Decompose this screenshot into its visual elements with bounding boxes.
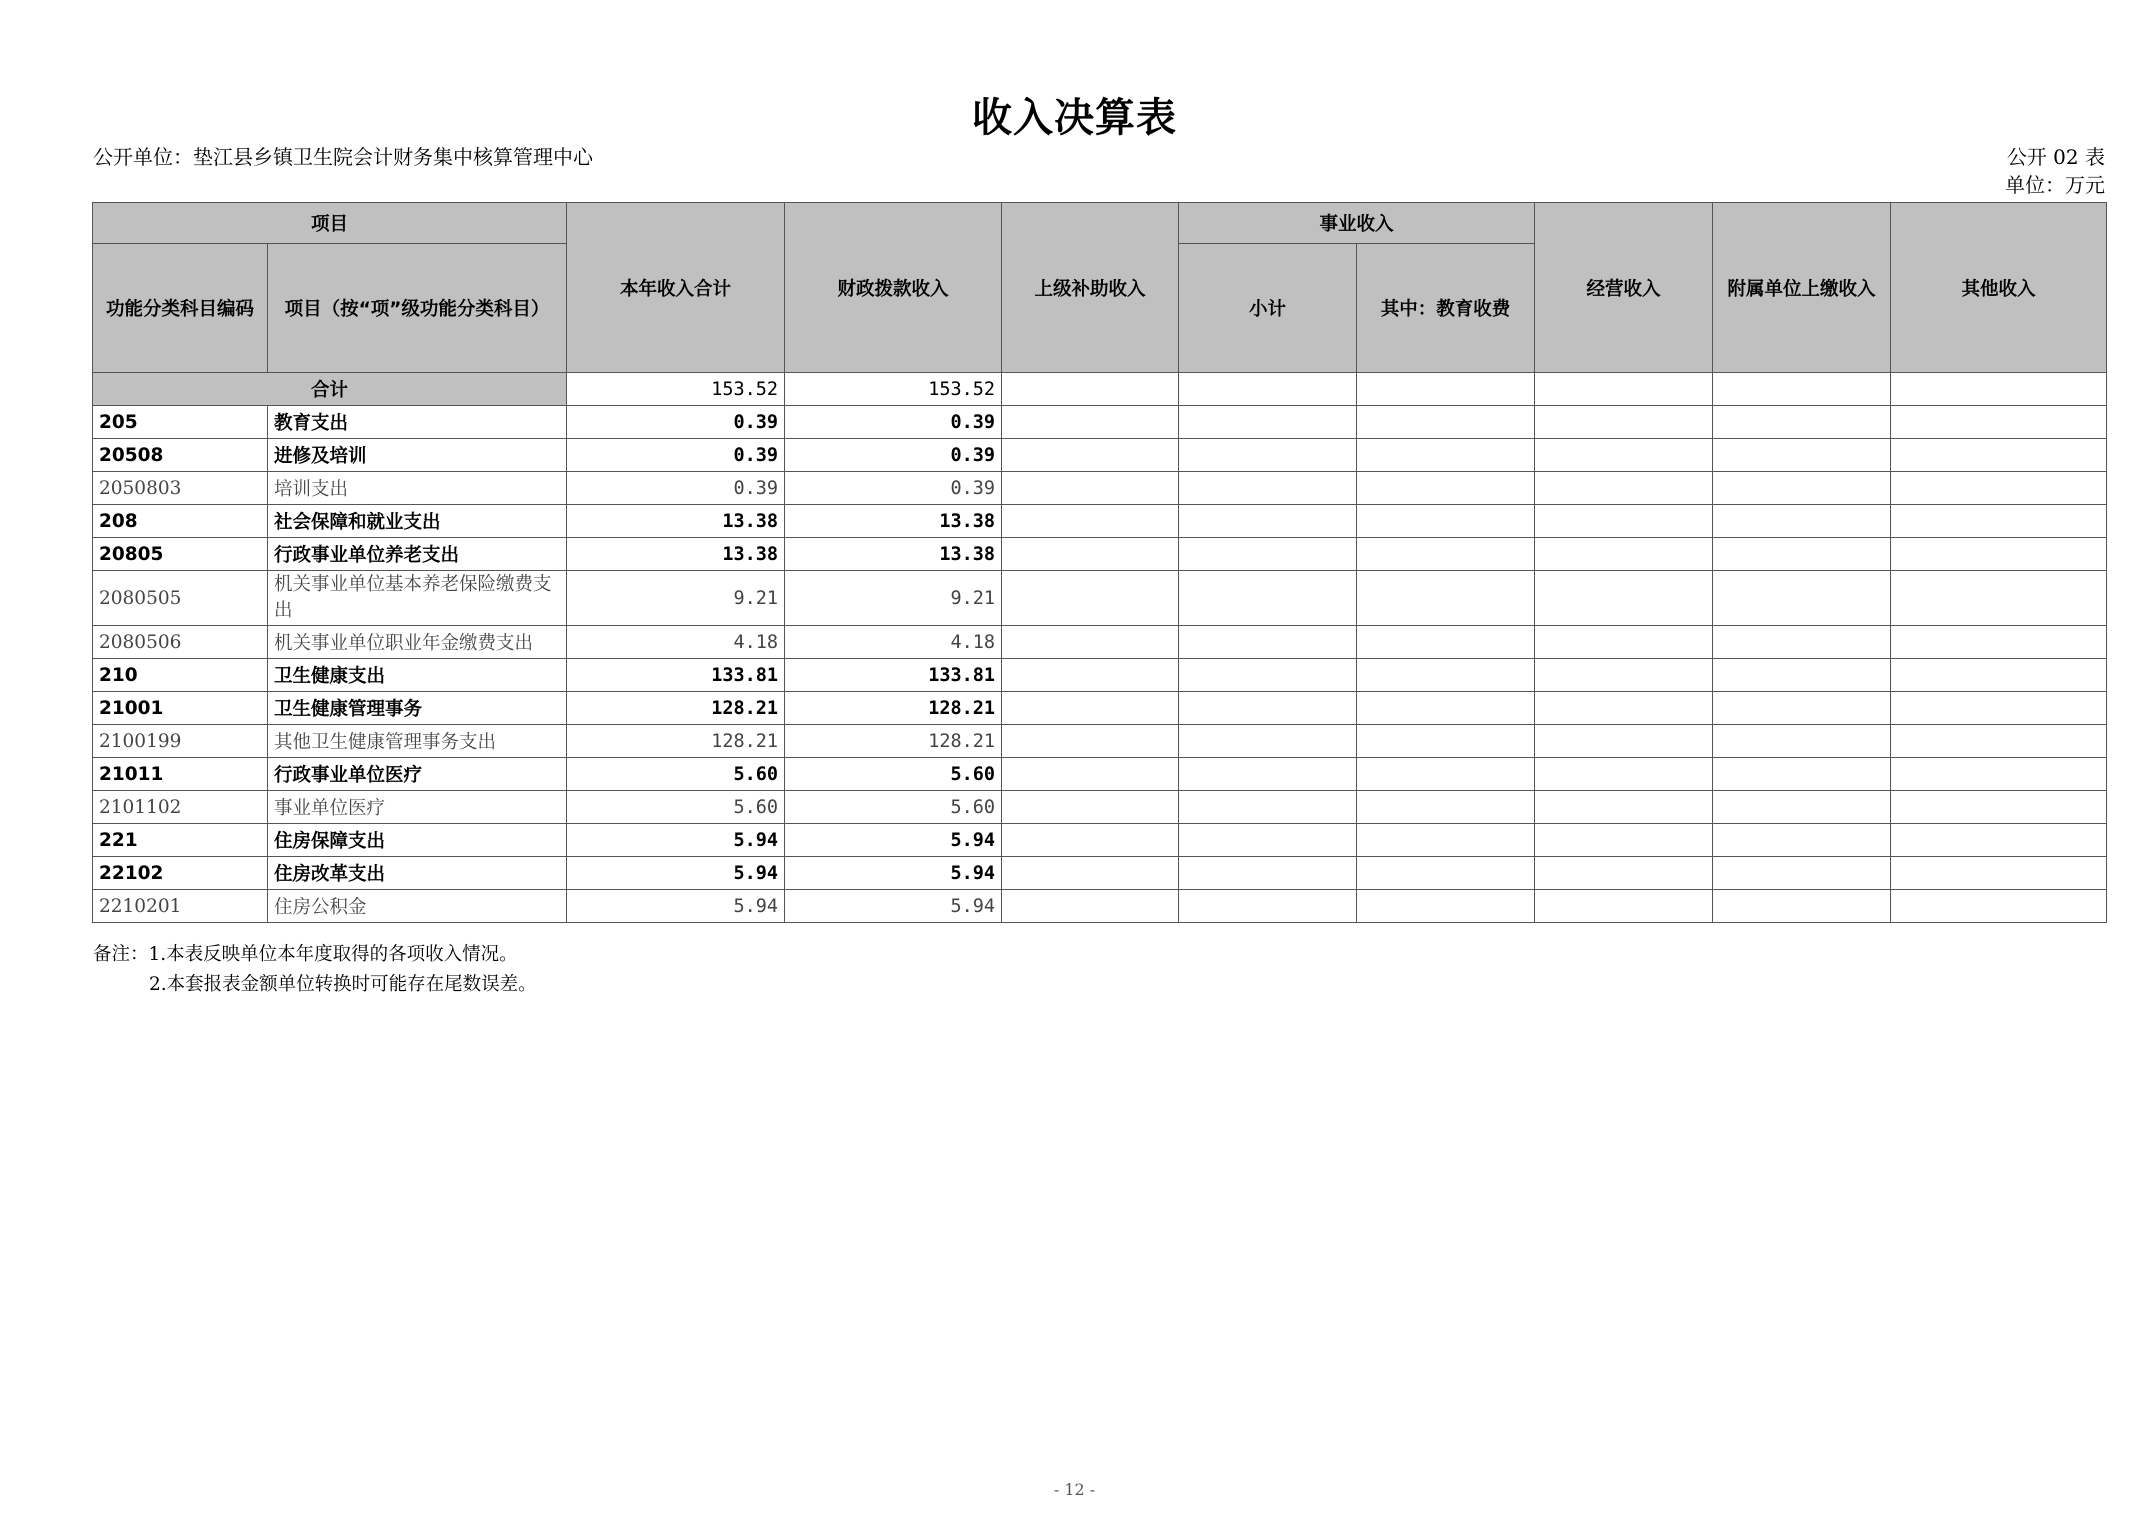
total-amount: 153.52 [567, 373, 785, 406]
row-fiscal: 5.94 [785, 857, 1002, 890]
table-row [93, 406, 2107, 439]
total-fiscal: 153.52 [785, 373, 1002, 406]
row-name: 事业单位医疗 [268, 791, 567, 824]
header-subtotal: 小计 [1179, 244, 1357, 373]
header-other: 其他收入 [1891, 203, 2107, 373]
row-name: 卫生健康支出 [268, 659, 567, 692]
money-unit: 单位：万元 [2005, 173, 2105, 197]
table-row [93, 538, 2107, 571]
row-total: 0.39 [567, 472, 785, 505]
row-code: 221 [93, 824, 268, 857]
table-row [93, 725, 2107, 758]
note-2: 2.本套报表金额单位转换时可能存在尾数误差。 [149, 974, 537, 995]
row-code: 2210201 [93, 890, 268, 923]
row-code: 208 [93, 505, 268, 538]
row-fiscal: 13.38 [785, 505, 1002, 538]
row-code: 21011 [93, 758, 268, 791]
table-row [93, 439, 2107, 472]
header-item: 项目 [93, 203, 567, 244]
table-row [93, 505, 2107, 538]
row-name: 住房公积金 [268, 890, 567, 923]
header-affiliated: 附属单位上缴收入 [1713, 203, 1891, 373]
row-code: 20508 [93, 439, 268, 472]
table-row [93, 791, 2107, 824]
row-total: 5.94 [567, 857, 785, 890]
reporting-unit: 公开单位：垫江县乡镇卫生院会计财务集中核算管理中心 [93, 145, 593, 169]
row-total: 128.21 [567, 692, 785, 725]
row-fiscal: 5.60 [785, 758, 1002, 791]
notes [93, 940, 537, 1000]
row-code: 2100199 [93, 725, 268, 758]
table-row [93, 626, 2107, 659]
row-total: 0.39 [567, 406, 785, 439]
row-fiscal: 4.18 [785, 626, 1002, 659]
table-number: 公开 02 表 [2006, 145, 2105, 169]
table-row [93, 659, 2107, 692]
header-fiscal: 财政拨款收入 [785, 203, 1002, 373]
table-row [93, 758, 2107, 791]
row-fiscal: 0.39 [785, 472, 1002, 505]
row-name: 行政事业单位养老支出 [268, 538, 567, 571]
page-number: - 12 - [1053, 1480, 1096, 1499]
row-name: 进修及培训 [268, 439, 567, 472]
table-row [93, 824, 2107, 857]
table-row [93, 472, 2107, 505]
row-fiscal: 128.21 [785, 692, 1002, 725]
row-name: 机关事业单位基本养老保险缴费支出 [268, 571, 567, 626]
row-total: 5.60 [567, 758, 785, 791]
row-code: 2080506 [93, 626, 268, 659]
header-total: 本年收入合计 [567, 203, 785, 373]
header-name: 项目（按“项”级功能分类科目） [268, 244, 567, 373]
row-total: 13.38 [567, 505, 785, 538]
row-total: 5.94 [567, 824, 785, 857]
header-business: 事业收入 [1179, 203, 1535, 244]
row-fiscal: 0.39 [785, 439, 1002, 472]
page-title: 收入决算表 [972, 95, 1177, 141]
header-operating: 经营收入 [1535, 203, 1713, 373]
row-fiscal: 5.94 [785, 824, 1002, 857]
row-total: 133.81 [567, 659, 785, 692]
row-total: 128.21 [567, 725, 785, 758]
row-name: 社会保障和就业支出 [268, 505, 567, 538]
row-total: 5.60 [567, 791, 785, 824]
row-fiscal: 128.21 [785, 725, 1002, 758]
row-code: 20805 [93, 538, 268, 571]
row-total: 4.18 [567, 626, 785, 659]
note-1: 备注：1.本表反映单位本年度取得的各项收入情况。 [93, 944, 518, 965]
row-code: 205 [93, 406, 268, 439]
table-row [93, 857, 2107, 890]
row-fiscal: 5.60 [785, 791, 1002, 824]
table-row [93, 692, 2107, 725]
row-code: 2080505 [93, 571, 268, 626]
row-code: 2101102 [93, 791, 268, 824]
row-name: 教育支出 [268, 406, 567, 439]
table-row [93, 890, 2107, 923]
row-name: 培训支出 [268, 472, 567, 505]
row-name: 行政事业单位医疗 [268, 758, 567, 791]
row-total: 5.94 [567, 890, 785, 923]
total-row [93, 373, 2107, 406]
row-name: 卫生健康管理事务 [268, 692, 567, 725]
income-report-table [92, 202, 2107, 923]
row-fiscal: 9.21 [785, 571, 1002, 626]
row-fiscal: 13.38 [785, 538, 1002, 571]
row-name: 住房保障支出 [268, 824, 567, 857]
row-code: 21001 [93, 692, 268, 725]
row-fiscal: 5.94 [785, 890, 1002, 923]
row-name: 住房改革支出 [268, 857, 567, 890]
header-code: 功能分类科目编码 [93, 244, 268, 373]
row-fiscal: 0.39 [785, 406, 1002, 439]
header-education-fee: 其中：教育收费 [1357, 244, 1535, 373]
row-total: 9.21 [567, 571, 785, 626]
row-code: 2050803 [93, 472, 268, 505]
row-code: 210 [93, 659, 268, 692]
table-row [93, 571, 2107, 626]
row-total: 13.38 [567, 538, 785, 571]
row-code: 22102 [93, 857, 268, 890]
row-name: 机关事业单位职业年金缴费支出 [268, 626, 567, 659]
row-fiscal: 133.81 [785, 659, 1002, 692]
total-label: 合计 [93, 373, 567, 406]
row-total: 0.39 [567, 439, 785, 472]
row-name: 其他卫生健康管理事务支出 [268, 725, 567, 758]
header-superior: 上级补助收入 [1002, 203, 1179, 373]
